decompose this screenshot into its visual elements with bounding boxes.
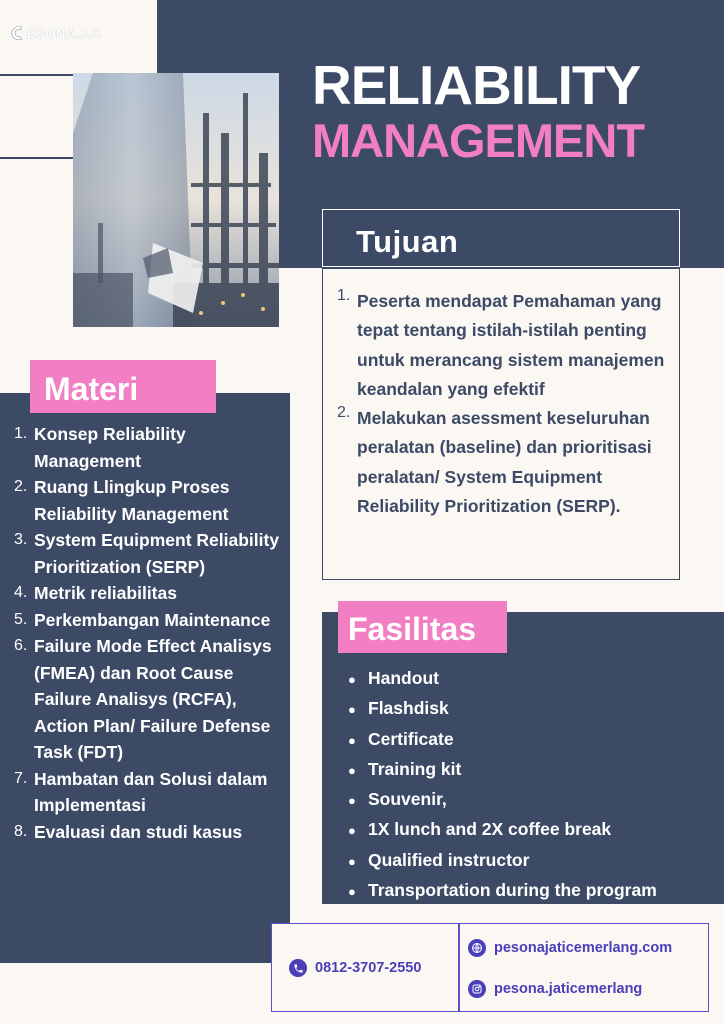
fasilitas-item xyxy=(348,694,718,724)
bullet-icon: ● xyxy=(348,793,356,809)
tujuan-heading: Tujuan xyxy=(356,224,459,259)
decorative-line-bottom xyxy=(0,157,73,159)
materi-item-text: Konsep Reliability Management xyxy=(34,424,186,471)
tujuan-item xyxy=(337,402,669,519)
materi-item xyxy=(14,527,290,580)
tujuan-item-text: Melakukan asessment keseluruhan peralatan (baseline) dan prioritisasi peralatan/ System Equipment Reliability Prioritization (SERP). xyxy=(357,408,652,517)
fasilitas-item-text: Souvenir, xyxy=(368,789,447,810)
fasilitas-item xyxy=(348,755,718,785)
fasilitas-list xyxy=(348,664,718,906)
instagram-icon xyxy=(468,980,486,998)
materi-item-text: Metrik reliabilitas xyxy=(34,583,177,603)
materi-item-text: Evaluasi dan studi kasus xyxy=(34,821,243,842)
fasilitas-item-text: Flashdisk xyxy=(368,698,449,719)
contact-website[interactable] xyxy=(468,939,672,957)
materi-item xyxy=(14,633,290,766)
fasilitas-item xyxy=(348,876,718,906)
fasilitas-item-text: Qualified instructor xyxy=(368,849,530,870)
materi-item-text: Perkembangan Maintenance xyxy=(34,609,271,630)
contact-instagram[interactable] xyxy=(468,980,642,998)
materi-item-number: 3. xyxy=(14,531,28,548)
materi-item-number: 1. xyxy=(14,425,28,442)
brand-name: ESONA.J.C xyxy=(27,25,102,41)
materi-item-text: Failure Mode Effect Analisys (FMEA) dan Root Cause Failure Analisys (RCFA), Action Plan/ Failure Defense Task (FDT) xyxy=(34,636,272,762)
materi-item-number: 4. xyxy=(14,584,28,601)
fasilitas-item xyxy=(348,785,718,815)
materi-item xyxy=(14,580,290,607)
materi-item xyxy=(14,819,290,846)
tujuan-item-number: 2. xyxy=(337,404,351,422)
materi-item xyxy=(14,766,290,819)
contact-phone-text: 0812-3707-2550 xyxy=(315,960,422,976)
tujuan-list xyxy=(322,268,680,580)
bullet-icon: ● xyxy=(348,823,356,839)
bullet-icon: ● xyxy=(348,884,356,900)
fasilitas-item xyxy=(348,664,718,694)
materi-item-text: System Equipment Reliability Prioritization (SERP) xyxy=(34,530,280,577)
materi-item-number: 2. xyxy=(14,478,28,495)
fasilitas-heading: Fasilitas xyxy=(338,601,507,653)
materi-item xyxy=(14,474,290,527)
tujuan-item-text: Peserta mendapat Pemahaman yang tepat tentang istilah-istilah penting untuk merancang sistem manajemen keandalan yang efektif xyxy=(357,291,665,399)
materi-heading: Materi xyxy=(30,360,216,413)
refinery-engineer-photo xyxy=(73,73,279,327)
fasilitas-item xyxy=(348,725,718,755)
materi-item-text: Ruang Llingkup Proses Reliability Management xyxy=(34,477,230,524)
tujuan-item-number: 1. xyxy=(337,287,351,304)
phone-icon xyxy=(289,959,307,977)
materi-item-text: Hambatan dan Solusi dalam Implementasi xyxy=(34,768,268,815)
materi-list xyxy=(14,421,290,845)
brand-mark-icon xyxy=(10,24,24,42)
fasilitas-item xyxy=(348,815,718,845)
fasilitas-item-text: 1X lunch and 2X coffee break xyxy=(368,819,612,840)
materi-item-number: 7. xyxy=(14,769,28,787)
tujuan-item xyxy=(337,285,669,402)
bullet-icon: ● xyxy=(348,672,356,687)
fasilitas-item xyxy=(348,846,718,876)
fasilitas-item-text: Handout xyxy=(368,668,439,688)
fasilitas-item-text: Certificate xyxy=(368,728,454,749)
bullet-icon: ● xyxy=(348,853,356,869)
contact-website-text: pesonajaticemerlang.com xyxy=(494,940,673,956)
materi-item-number: 6. xyxy=(14,637,28,654)
brand-logo xyxy=(10,24,102,42)
bullet-icon: ● xyxy=(348,762,356,778)
globe-icon xyxy=(468,939,486,957)
page-title-line1: RELIABILITY xyxy=(312,54,641,116)
page-title-line2: MANAGEMENT xyxy=(312,114,645,167)
bullet-icon: ● xyxy=(348,702,356,718)
bullet-icon: ● xyxy=(348,732,356,748)
contact-box xyxy=(271,923,709,1012)
fasilitas-item-text: Transportation during the program xyxy=(368,880,657,901)
fasilitas-item-text: Training kit xyxy=(368,758,462,779)
materi-item-number: 8. xyxy=(14,822,28,840)
contact-instagram-text: pesona.jaticemerlang xyxy=(494,981,643,997)
materi-item xyxy=(14,421,290,474)
contact-divider xyxy=(458,924,460,1011)
materi-item xyxy=(14,607,290,634)
materi-item-number: 5. xyxy=(14,610,28,628)
contact-phone[interactable] xyxy=(289,959,421,977)
